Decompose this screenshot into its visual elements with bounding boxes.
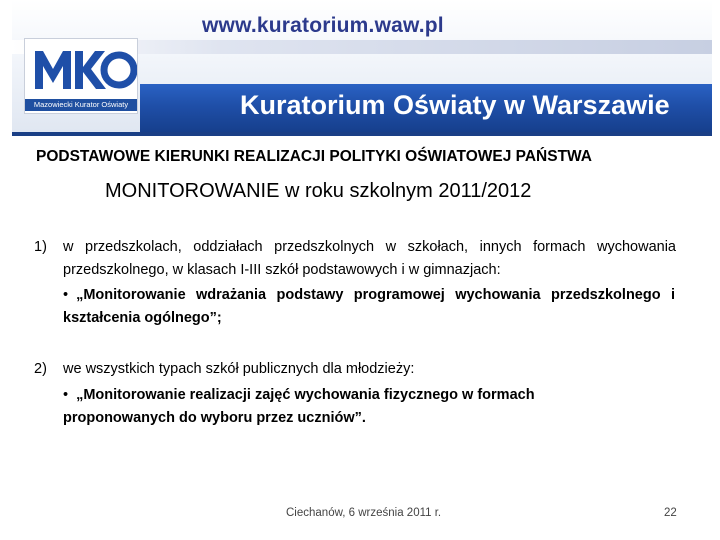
item-text: w przedszkolach, oddziałach przedszkolnych w szkołach, innych formach wychowania przedszkolnego, w klasach I-III szkół podstawowych i w gimnazjach: [63,239,676,278]
bullet-dot: • [63,287,69,303]
institution-title: Kuratorium Oświaty w Warszawie [240,90,670,120]
bullet-dot: • [63,387,69,403]
logo-subtitle-bar [25,99,137,111]
bullet-text: „Monitorowanie wdrażania podstawy programowej wychowania przedszkolnego i kształcenia ogólnego”; [63,287,675,326]
item-number: 2) [34,361,47,377]
slide-subheading: MONITOROWANIE w roku szkolnym 2011/2012 [105,180,532,202]
item-number: 1) [34,239,47,255]
list-bullet-1 [63,284,675,330]
list-item-1 [34,236,676,282]
mko-logo-icon [25,39,137,99]
item-text: we wszystkich typach szkół publicznych dla młodzieży: [63,361,415,377]
list-bullet-2 [63,384,593,430]
page-number: 22 [664,507,677,519]
slide-heading: PODSTAWOWE KIERUNKI REALIZACJI POLITYKI OŚWIATOWEJ PAŃSTWA [36,148,593,165]
logo-subtitle: Mazowiecki Kurator Oświaty [33,100,129,109]
bullet-text: „Monitorowanie realizacji zajęć wychowania fizycznego w formach proponowanych do wyboru przez uczniów”. [63,387,535,426]
mko-logo [24,38,138,114]
title-bar [140,84,712,132]
list-item-2 [34,358,676,381]
site-url[interactable]: www.kuratorium.waw.pl [202,14,444,37]
header-banner [12,0,712,136]
footer-location-date: Ciechanów, 6 września 2011 r. [286,507,442,519]
banner-divider [12,132,712,136]
